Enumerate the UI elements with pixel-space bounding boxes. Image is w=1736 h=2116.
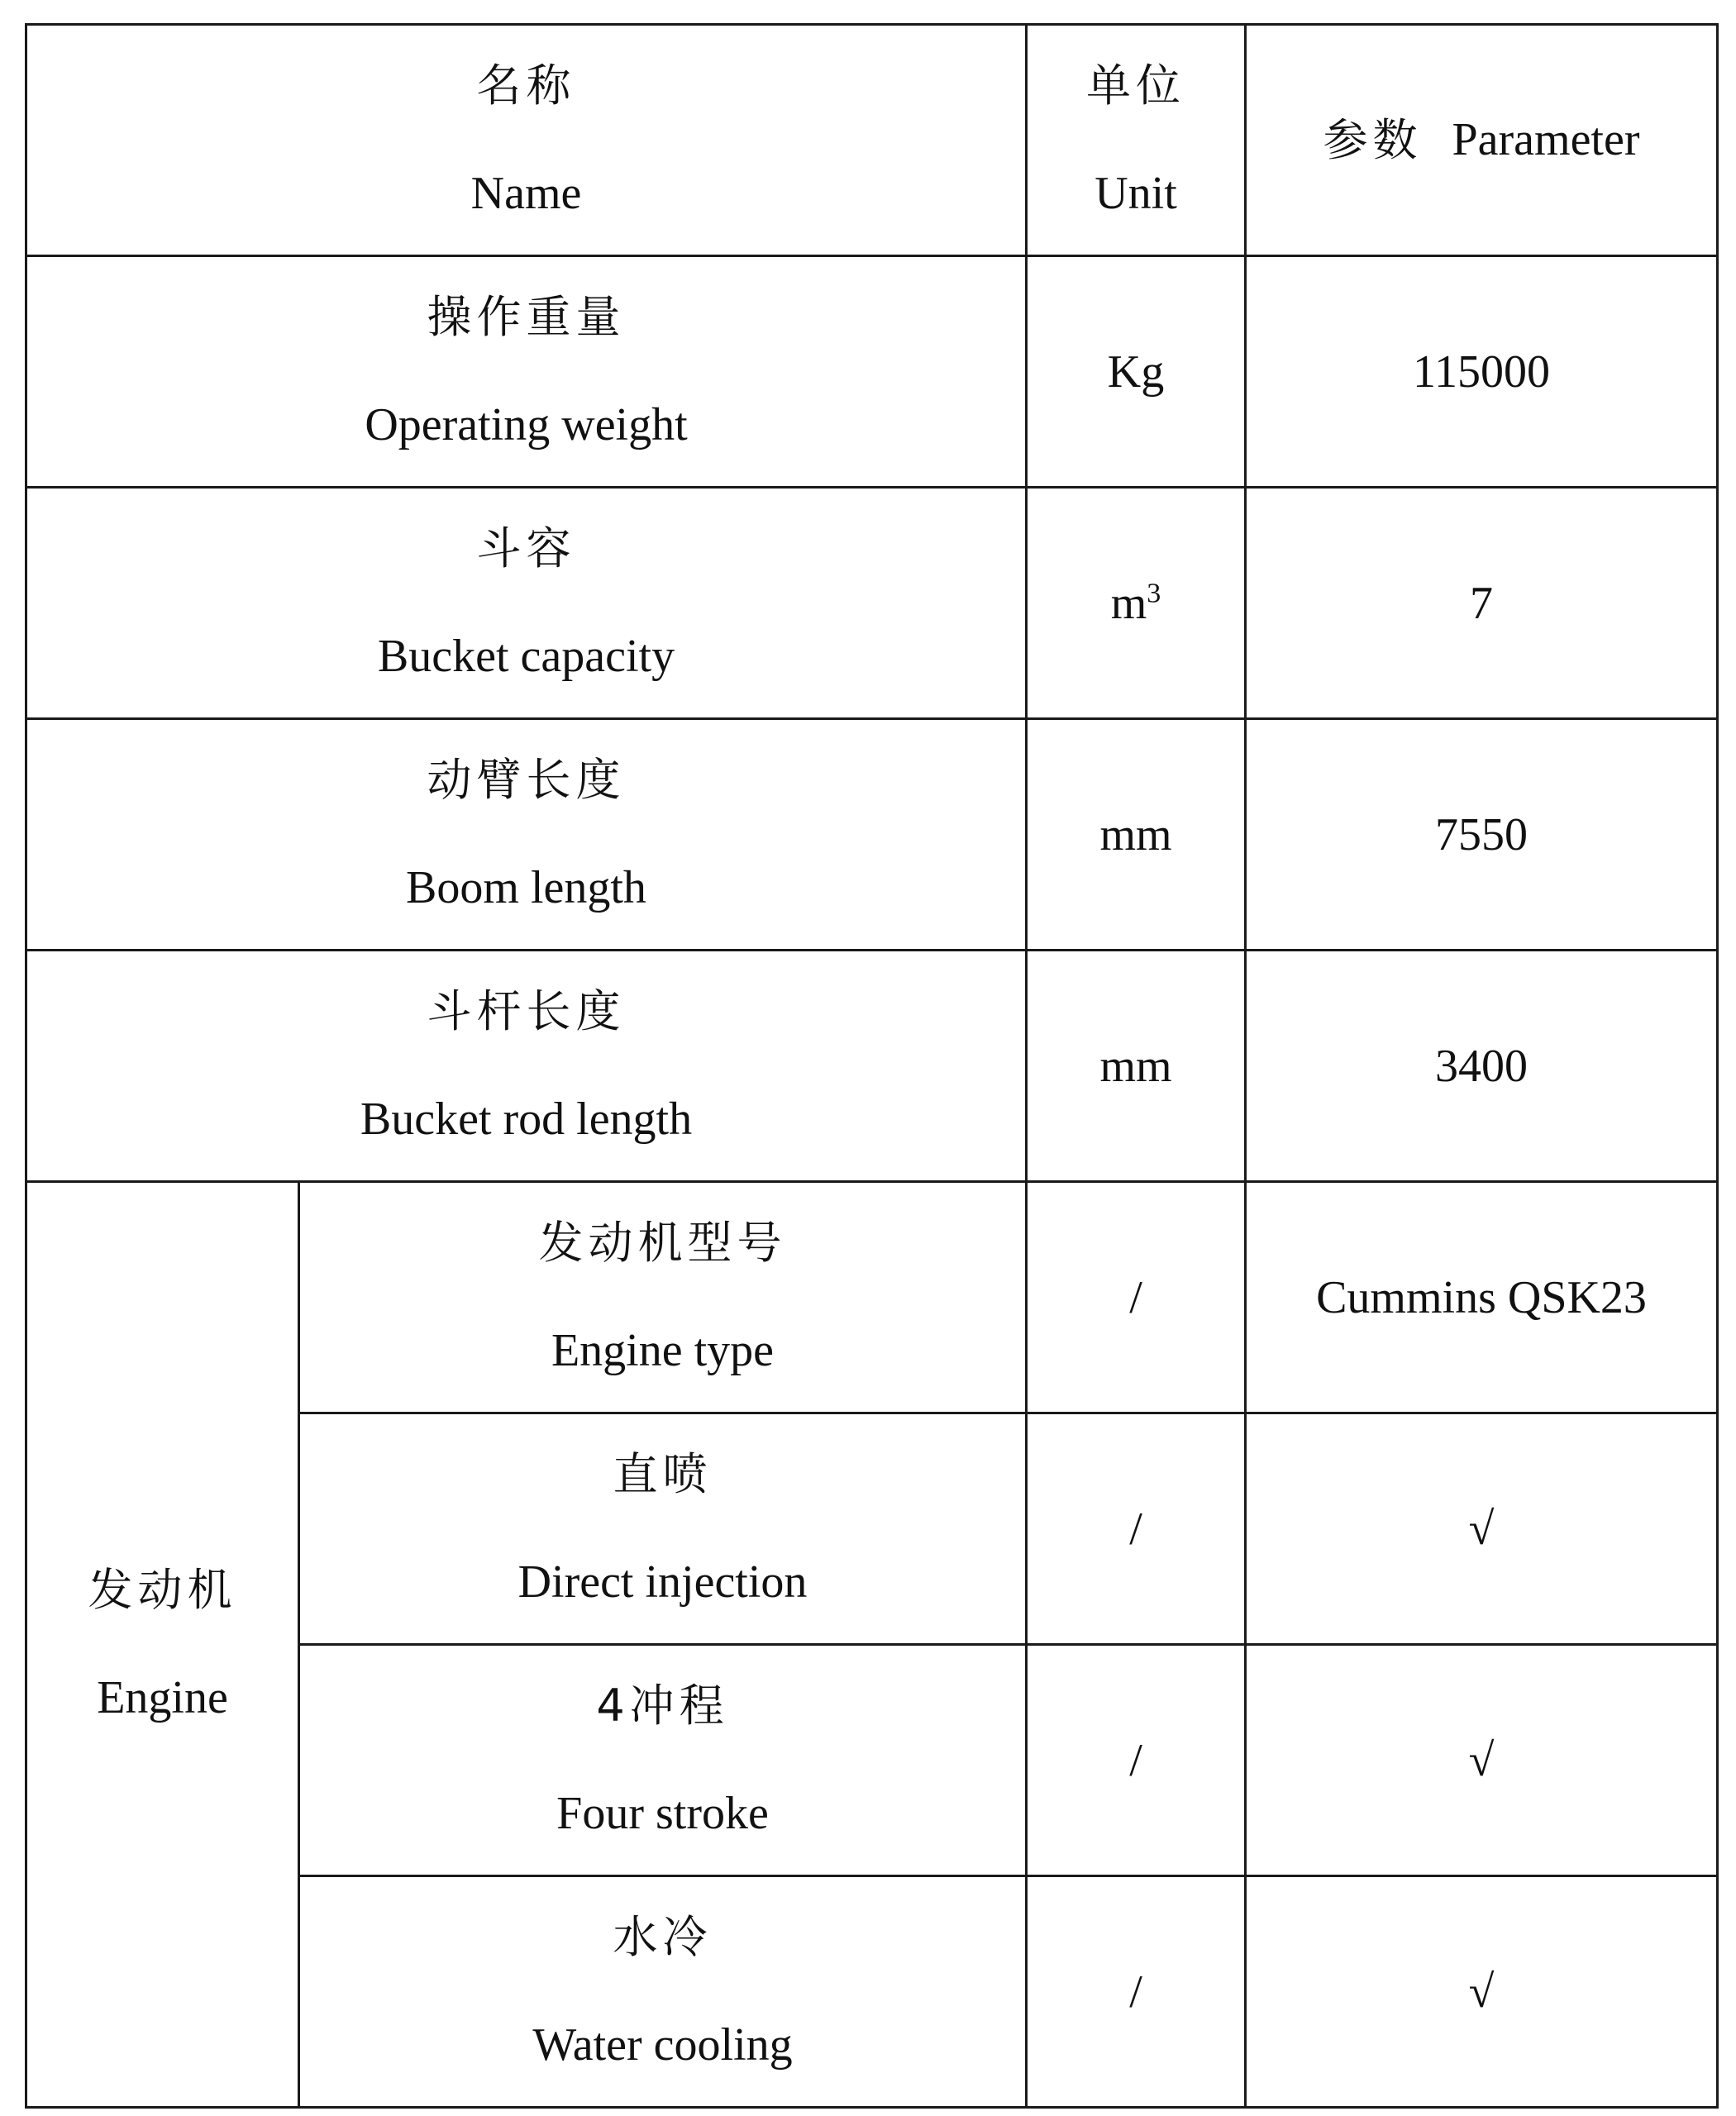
row-name-zh: 动臂长度 (427, 753, 626, 806)
row-unit: Kg (1107, 346, 1165, 398)
row-name-cell (299, 1182, 1027, 1413)
row-name-en: Operating weight (365, 399, 688, 451)
row-unit: mm (1099, 808, 1172, 860)
row-name-zh: 斗容 (476, 522, 576, 574)
table-row (26, 719, 1718, 951)
row-unit: mm (1099, 1040, 1172, 1092)
row-unit: m (1110, 577, 1147, 629)
header-name-en: Name (470, 168, 582, 220)
row-value-cell (1246, 1876, 1718, 2108)
engine-group-zh: 发动机 (88, 1563, 237, 1616)
row-unit-cell (1027, 719, 1246, 951)
row-value-cell (1246, 719, 1718, 951)
row-name-cell (26, 719, 1027, 951)
row-unit-cell (1027, 1876, 1246, 2108)
row-value: 7 (1470, 577, 1493, 629)
row-name-zh: 4冲程 (596, 1679, 729, 1732)
checkmark-icon: √ (1468, 1966, 1495, 2018)
row-value: 3400 (1435, 1040, 1528, 1092)
row-unit-cell (1027, 256, 1246, 488)
row-unit: / (1129, 1966, 1142, 2018)
row-name-zh: 操作重量 (427, 290, 626, 343)
engine-group-cell (26, 1182, 299, 2108)
table-row (26, 1182, 1718, 1413)
spec-table (25, 23, 1719, 2109)
row-value-cell (1246, 488, 1718, 719)
row-name-zh: 直喷 (613, 1447, 713, 1500)
row-name-zh: 水冷 (613, 1910, 713, 1963)
row-unit-cell (1027, 951, 1246, 1182)
row-unit-superscript: 3 (1147, 577, 1161, 608)
header-param-en: Parameter (1452, 114, 1640, 166)
row-name-en: Direct injection (517, 1556, 808, 1608)
row-value-cell (1246, 1645, 1718, 1876)
row-name-cell (299, 1645, 1027, 1876)
row-name-cell (26, 951, 1027, 1182)
row-unit-cell (1027, 1182, 1246, 1413)
row-name-cell (299, 1413, 1027, 1645)
header-unit-zh: 单位 (1086, 59, 1185, 112)
row-unit: / (1129, 1503, 1142, 1555)
row-name-en: Engine type (551, 1325, 775, 1377)
row-value: 7550 (1435, 808, 1528, 860)
row-value-cell (1246, 1182, 1718, 1413)
row-unit: / (1129, 1734, 1142, 1786)
row-name-en: Water cooling (532, 2019, 793, 2071)
row-name-zh: 斗杆长度 (427, 984, 626, 1037)
header-unit-en: Unit (1095, 168, 1177, 220)
row-name-zh: 发动机型号 (538, 1216, 787, 1269)
row-value-cell (1246, 256, 1718, 488)
row-value: 115000 (1413, 346, 1550, 398)
engine-group-en: Engine (97, 1672, 228, 1724)
row-name-cell (299, 1876, 1027, 2108)
table-row (26, 488, 1718, 719)
header-param-zh: 参数 (1323, 113, 1423, 166)
row-unit: / (1129, 1271, 1142, 1323)
row-unit-cell (1027, 1645, 1246, 1876)
row-value-cell (1246, 1413, 1718, 1645)
checkmark-icon: √ (1468, 1734, 1495, 1786)
row-name-cell (26, 256, 1027, 488)
header-param-cell (1246, 25, 1718, 256)
header-name-zh: 名称 (476, 59, 576, 112)
row-name-en: Four stroke (556, 1788, 769, 1840)
header-row (26, 25, 1718, 256)
row-name-en: Bucket capacity (377, 631, 675, 683)
header-name-cell (26, 25, 1027, 256)
table-row (26, 951, 1718, 1182)
row-name-en: Bucket rod length (360, 1094, 693, 1146)
row-unit-cell (1027, 488, 1246, 719)
table-row (26, 256, 1718, 488)
row-unit-cell (1027, 1413, 1246, 1645)
row-name-cell (26, 488, 1027, 719)
row-name-en: Boom length (406, 862, 646, 914)
header-unit-cell (1027, 25, 1246, 256)
row-value-cell (1246, 951, 1718, 1182)
row-value: Cummins QSK23 (1316, 1271, 1647, 1323)
checkmark-icon: √ (1468, 1503, 1495, 1555)
